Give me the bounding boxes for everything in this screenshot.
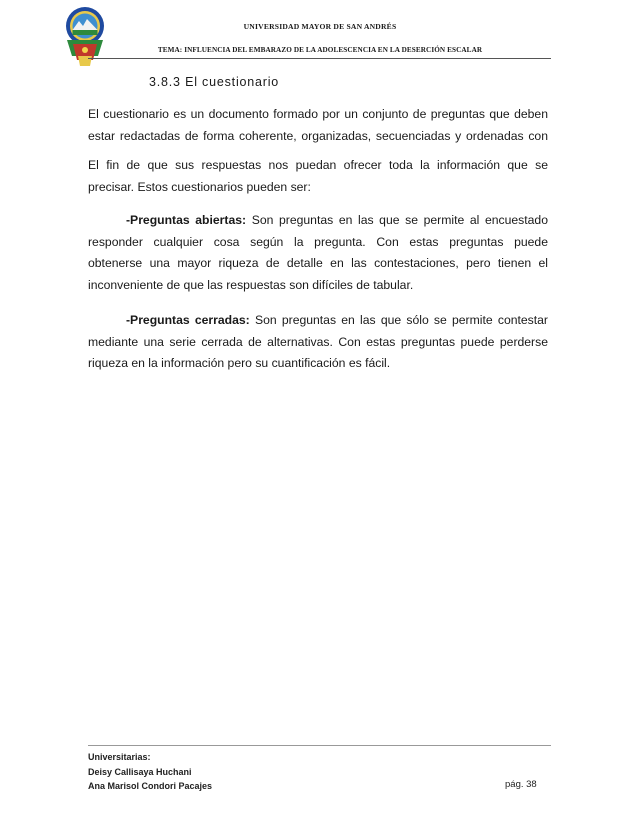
text-line: mediante una serie cerrada de alternativas. Con estas preguntas puede perderse bbox=[88, 334, 548, 349]
term-closed-questions: -Preguntas cerradas: bbox=[126, 313, 250, 327]
paragraph-definition bbox=[88, 104, 548, 147]
footer-authors bbox=[88, 750, 212, 794]
text-line bbox=[88, 210, 548, 232]
footer-author: Deisy Callisaya Huchani bbox=[88, 766, 192, 777]
section-title: 3.8.3 El cuestionario bbox=[149, 75, 280, 89]
footer-divider bbox=[88, 745, 551, 746]
text-line: estar redactadas de forma coherente, organizadas, secuenciadas y ordenadas con bbox=[88, 128, 548, 143]
paragraph-closed-questions bbox=[88, 310, 548, 375]
footer-label: Universitarias: bbox=[88, 752, 151, 762]
paragraph-open-questions bbox=[88, 210, 548, 296]
text-line: obtenerse una mayor riqueza de detalle en las contestaciones, pero tienen el bbox=[88, 256, 548, 270]
header-divider bbox=[88, 58, 551, 59]
text-line: inconveniente de que las respuestas son difíciles de tabular. bbox=[88, 277, 414, 292]
paragraph-purpose bbox=[88, 155, 548, 198]
header-tema: TEMA: INFLUENCIA DEL EMBARAZO DE LA ADOLESCENCIA EN LA DESERCIÓN ESCALAR bbox=[157, 46, 483, 54]
text-line: riqueza en la información pero su cuantificación es fácil. bbox=[88, 356, 391, 370]
header-university: UNIVERSIDAD MAYOR DE SAN ANDRÉS bbox=[243, 22, 397, 31]
text-fragment: Son preguntas en las que sólo se permite contestar bbox=[249, 313, 548, 327]
text-line: El cuestionario es un documento formado por un conjunto de preguntas que deben bbox=[88, 107, 548, 121]
text-line: El fin de que sus respuestas nos puedan ofrecer toda la información que se bbox=[88, 158, 548, 172]
footer-author: Ana Marisol Condori Pacajes bbox=[88, 781, 213, 791]
text-fragment: Son preguntas en las que se permite al encuestado bbox=[246, 213, 548, 227]
page-number: pág. 38 bbox=[505, 779, 537, 790]
text-line: precisar. Estos cuestionarios pueden ser: bbox=[88, 179, 311, 194]
text-line bbox=[88, 310, 548, 332]
term-open-questions: -Preguntas abiertas: bbox=[126, 213, 247, 227]
text-line: responder cualquier cosa según la pregunta. Con estas preguntas puede bbox=[88, 234, 548, 249]
